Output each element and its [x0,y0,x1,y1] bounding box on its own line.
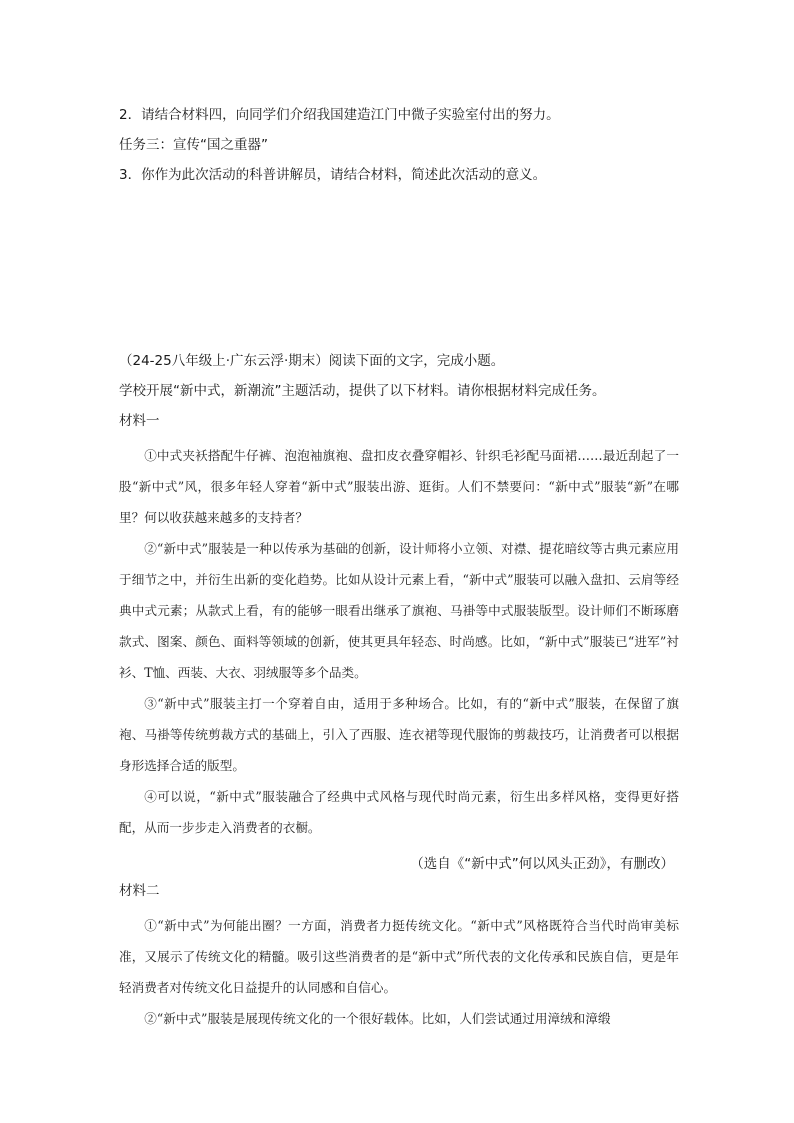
material-2-paragraph-1: ①“新中式”为何能出圈？一方面，消费者力挺传统文化。“新中式”风格既符合当代时尚审美标准，又展示了传统文化的精髓。吸引这些消费者的是“新中式”所代表的文化传承和民族自信，更是年轻消费者对传统文化日益提升的认同感和自信心。 [119,918,679,995]
material-1-paragraph-3: ③“新中式”服装主打一个穿着自由，适用于多种场合。比如，有的“新中式”服装，在保留了旗袍、马褂等传统剪裁方式的基础上，引入了西服、连衣裙等现代服饰的剪裁技巧，让消费者可以根据身形选择合适的版型。 [119,696,679,773]
material-1-paragraph-2: ②“新中式”服装是一种以传承为基础的创新，设计师将小立领、对襟、提花暗纹等古典元素应用于细节之中，并衍生出新的变化趋势。比如从设计元素上看，“新中式”服装可以融入盘扣、云肩等经典中式元素；从款式上看，有的能够一眼看出继承了旗袍、马褂等中式服装版型。设计师们不断琢磨款式、图案、颜色、面料等领域的创新，使其更具年轻态、时尚感。比如，“新中式”服装已“进军”衬衫、T恤、西装、大衣、羽绒服等多个品类。 [119,541,679,680]
material-2-body [119,910,679,1034]
material-1-paragraph-4: ④可以说，“新中式”服装融合了经典中式风格与现代时尚元素，衍生出多样风格，变得更好搭配，从而一步步走入消费者的衣橱。 [119,789,679,835]
material-1-body [119,440,679,843]
activity-instruction: 学校开展“新中式，新潮流”主题活动，提供了以下材料。请你根据材料完成任务。 [119,383,606,399]
material-2-title: 材料二 [119,883,160,899]
material-1-title: 材料一 [119,413,160,429]
material-1-paragraph-1: ①中式夹袄搭配牛仔裤、泡泡袖旗袍、盘扣皮衣叠穿帽衫、针织毛衫配马面裙……最近刮起了一股“新中式”风，很多年轻人穿着“新中式”服装出游、逛街。人们不禁要问：“新中式”服装“新”在哪里？何以收获越来越多的支持者？ [119,448,679,525]
question-2: 2．请结合材料四，向同学们介绍我国建造江门中微子实验室付出的努力。 [119,107,560,123]
question-3: 3．你作为此次活动的科普讲解员，请结合材料，简述此次活动的意义。 [119,167,547,183]
passage-heading: （24-25八年级上·广东云浮·期末）阅读下面的文字，完成小题。 [119,353,505,369]
material-2-paragraph-2: ②“新中式”服装是展现传统文化的一个很好载体。比如，人们尝试通过用漳绒和漳缎 [144,1011,611,1026]
task-3-heading: 任务三：宣传“国之重器” [119,137,268,153]
material-1-source: （选自《“新中式”何以风头正劲》，有删改） [410,856,674,872]
